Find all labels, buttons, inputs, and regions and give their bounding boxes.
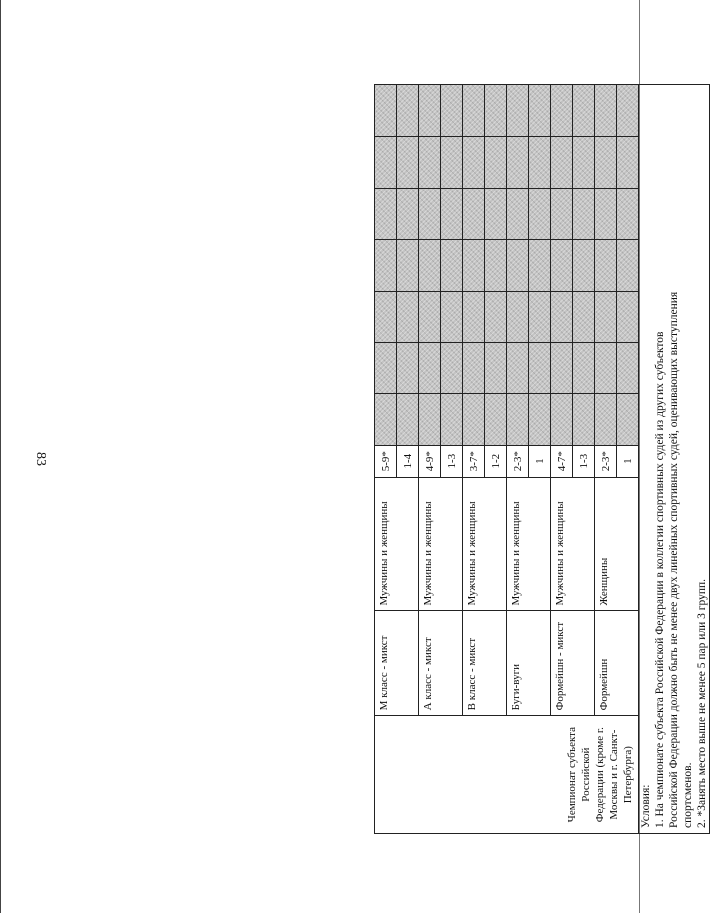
condition-line-3: спортсменов.: [682, 762, 694, 828]
shaded-cell: [507, 291, 529, 342]
class-cell: А класс - микст: [419, 611, 463, 716]
shaded-cell: [419, 342, 441, 393]
shaded-cell: [617, 188, 639, 239]
shaded-cell: [441, 240, 463, 291]
class-cell: М класс - микст: [375, 611, 419, 716]
shaded-cell: [529, 291, 551, 342]
shaded-cell: [375, 137, 397, 188]
place-cell: 2-3*: [595, 445, 617, 477]
shaded-cell: [485, 342, 507, 393]
gender-cell: Мужчины и женщины: [419, 477, 463, 611]
shaded-cell: [573, 85, 595, 137]
shaded-cell: [507, 137, 529, 188]
shaded-cell: [419, 85, 441, 137]
shaded-cell: [551, 240, 573, 291]
gender-cell: Мужчины и женщины: [551, 477, 595, 611]
condition-line-4: 2. *Занять место выше не менее 5 пар или 3 групп.: [696, 578, 708, 828]
shaded-cell: [617, 342, 639, 393]
shaded-cell: [485, 85, 507, 137]
shaded-cell: [551, 291, 573, 342]
shaded-cell: [529, 394, 551, 445]
shaded-cell: [375, 291, 397, 342]
place-cell: 4-9*: [419, 445, 441, 477]
shaded-cell: [529, 85, 551, 137]
shaded-cell: [573, 137, 595, 188]
shaded-cell: [485, 291, 507, 342]
conditions-cell: [639, 85, 710, 834]
shaded-cell: [419, 394, 441, 445]
shaded-cell: [551, 342, 573, 393]
shaded-cell: [573, 188, 595, 239]
shaded-cell: [441, 85, 463, 137]
conditions-row: [639, 85, 710, 834]
qualification-table: [374, 84, 710, 834]
shaded-cell: [485, 240, 507, 291]
shaded-cell: [441, 137, 463, 188]
shaded-cell: [463, 394, 485, 445]
shaded-cell: [595, 291, 617, 342]
shaded-cell: [463, 188, 485, 239]
shaded-cell: [595, 85, 617, 137]
shaded-cell: [617, 394, 639, 445]
shaded-cell: [529, 137, 551, 188]
shaded-cell: [573, 291, 595, 342]
shaded-cell: [507, 240, 529, 291]
shaded-cell: [463, 85, 485, 137]
class-cell: В класс - микст: [463, 611, 507, 716]
class-cell: Буги-вуги: [507, 611, 551, 716]
condition-line-1: 1. На чемпионате субъекта Российской Федерации в коллегии спортивных судей из других субъектов: [654, 331, 666, 828]
shaded-cell: [595, 137, 617, 188]
shaded-cell: [595, 394, 617, 445]
gender-cell: Женщины: [595, 477, 639, 611]
shaded-cell: [419, 188, 441, 239]
shaded-cell: [595, 240, 617, 291]
shaded-cell: [375, 240, 397, 291]
shaded-cell: [463, 137, 485, 188]
place-cell: 3-7*: [463, 445, 485, 477]
category-cell: [375, 716, 639, 834]
shaded-cell: [551, 137, 573, 188]
shaded-cell: [573, 342, 595, 393]
class-cell: Формейшн: [595, 611, 639, 716]
place-cell: 4-7*: [551, 445, 573, 477]
conditions-heading: Условия:: [640, 784, 652, 828]
shaded-cell: [573, 240, 595, 291]
place-cell: 1-3: [441, 445, 463, 477]
shaded-cell: [441, 188, 463, 239]
shaded-cell: [397, 342, 419, 393]
shaded-cell: [485, 394, 507, 445]
place-cell: 1-4: [397, 445, 419, 477]
shaded-cell: [397, 394, 419, 445]
gender-cell: Мужчины и женщины: [507, 477, 551, 611]
gender-cell: Мужчины и женщины: [375, 477, 419, 611]
shaded-cell: [507, 342, 529, 393]
shaded-cell: [551, 85, 573, 137]
shaded-cell: [485, 137, 507, 188]
table-row: [375, 85, 397, 834]
place-cell: 1: [529, 445, 551, 477]
shaded-cell: [617, 85, 639, 137]
shaded-cell: [441, 394, 463, 445]
shaded-cell: [441, 342, 463, 393]
shaded-cell: [595, 342, 617, 393]
rotated-table-container: [374, 84, 708, 834]
shaded-cell: [617, 137, 639, 188]
shaded-cell: [463, 291, 485, 342]
shaded-cell: [419, 240, 441, 291]
shaded-cell: [485, 188, 507, 239]
page-number: 83: [33, 452, 48, 466]
shaded-cell: [441, 291, 463, 342]
shaded-cell: [507, 85, 529, 137]
shaded-cell: [507, 394, 529, 445]
shaded-cell: [397, 137, 419, 188]
shaded-cell: [617, 291, 639, 342]
gender-cell: Мужчины и женщины: [463, 477, 507, 611]
shaded-cell: [419, 137, 441, 188]
shaded-cell: [397, 85, 419, 137]
shaded-cell: [529, 342, 551, 393]
shaded-cell: [375, 188, 397, 239]
shaded-cell: [551, 394, 573, 445]
place-cell: 1: [617, 445, 639, 477]
shaded-cell: [463, 342, 485, 393]
place-cell: 1-3: [573, 445, 595, 477]
shaded-cell: [507, 188, 529, 239]
shaded-cell: [617, 240, 639, 291]
place-cell: 1-2: [485, 445, 507, 477]
shaded-cell: [595, 188, 617, 239]
shaded-cell: [397, 291, 419, 342]
shaded-cell: [397, 188, 419, 239]
shaded-cell: [419, 291, 441, 342]
class-cell: Формейшн - микст: [551, 611, 595, 716]
place-cell: 2-3*: [507, 445, 529, 477]
shaded-cell: [375, 394, 397, 445]
place-cell: 5-9*: [375, 445, 397, 477]
category-label: Чемпионат субъекта Российской Федерации (кроме г. Москвы и г. Санкт-Петербурга): [566, 727, 634, 823]
shaded-cell: [529, 240, 551, 291]
shaded-cell: [375, 342, 397, 393]
shaded-cell: [463, 240, 485, 291]
shaded-cell: [551, 188, 573, 239]
shaded-cell: [529, 188, 551, 239]
condition-line-2: Российской Федерации должно быть не менее двух линейных спортивных судей, оценивающих выступления: [668, 291, 680, 828]
shaded-cell: [397, 240, 419, 291]
shaded-cell: [573, 394, 595, 445]
shaded-cell: [375, 85, 397, 137]
